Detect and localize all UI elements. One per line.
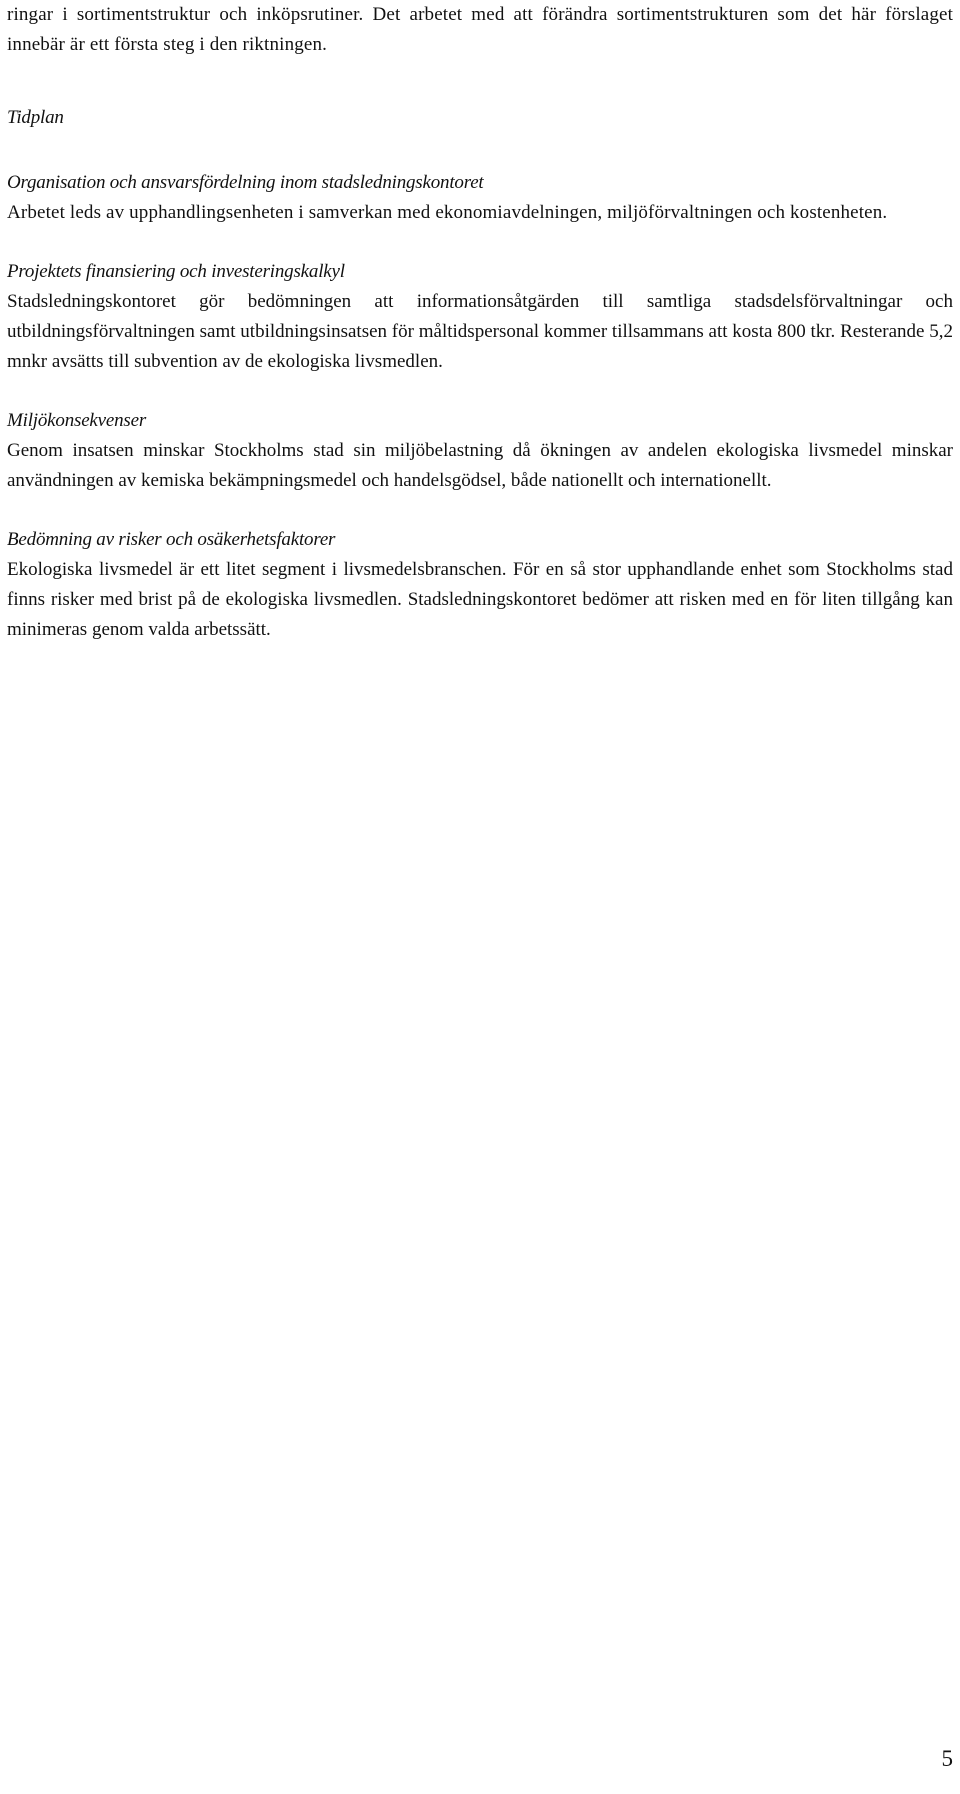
- section-heading-tidplan: Tidplan: [7, 107, 64, 128]
- section-body-miljokonsekvenser: Genom insatsen minskar Stockholms stad sin miljöbelastning då ökningen av andelen ekologiska livsmedel minskar användningen av kemiska bekämpningsmedel och handelsgödsel, både nationellt och internationellt.: [7, 440, 953, 491]
- section-body-finansiering: Stadsledningskontoret gör bedömningen att informationsåtgärden till samtliga stadsdelsförvaltningar och utbildningsförvaltningen samt utbildningsinsatsen för måltidspersonal kommer tillsammans att kosta 800 tkr. Resterande 5,2 mnkr avsätts till subvention av de ekologiska livsmedlen.: [7, 291, 953, 372]
- section-heading-organisation: Organisation och ansvarsfördelning inom stadsledningskontoret: [7, 172, 484, 193]
- section-heading-finansiering: Projektets finansiering och investeringskalkyl: [7, 261, 345, 282]
- page-number: 5: [941, 1746, 953, 1771]
- section-heading-miljokonsekvenser: Miljökonsekvenser: [7, 410, 147, 431]
- document-page: [7, 0, 953, 645]
- section-body-risker: Ekologiska livsmedel är ett litet segment i livsmedelsbranschen. För en så stor upphandlande enhet som Stockholms stad finns risker med brist på de ekologiska livsmedlen. Stadsledningskontoret bedömer att risken med en för liten tillgång kan minimeras genom valda arbetssätt.: [7, 559, 953, 640]
- intro-paragraph: ringar i sortimentstruktur och inköpsrutiner. Det arbetet med att förändra sortimentstrukturen som det här förslaget innebär är ett första steg i den riktningen.: [7, 4, 953, 55]
- section-body-organisation: Arbetet leds av upphandlingsenheten i samverkan med ekonomiavdelningen, miljöförvaltningen och kostenheten.: [7, 202, 888, 223]
- section-heading-risker: Bedömning av risker och osäkerhetsfaktorer: [7, 529, 336, 550]
